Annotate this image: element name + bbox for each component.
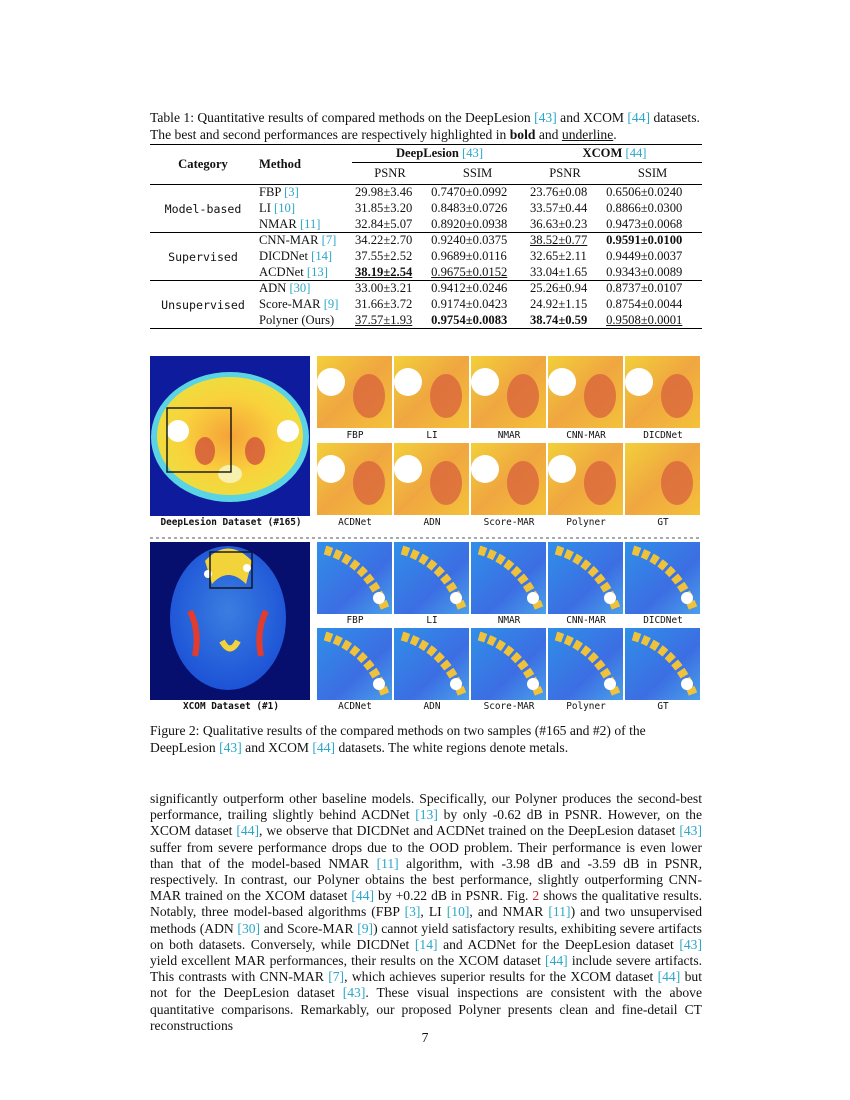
citation[interactable]: [44] bbox=[351, 888, 375, 904]
result-patch-score-mar bbox=[471, 443, 546, 515]
figure-reference[interactable]: 2 bbox=[532, 888, 540, 904]
value-cell: 31.66±3.72 bbox=[355, 297, 413, 311]
patch-label: LI bbox=[426, 615, 438, 626]
citation[interactable]: [30] bbox=[289, 281, 311, 296]
citation[interactable]: [13] bbox=[415, 807, 438, 823]
citation[interactable]: [11] bbox=[299, 216, 321, 231]
result-patch-cnn-mar bbox=[548, 542, 623, 614]
method-cell: NMAR [11] bbox=[259, 216, 321, 231]
citation[interactable]: [43] bbox=[342, 985, 366, 1001]
result-patch-cnn-mar bbox=[548, 356, 623, 428]
citation[interactable]: [13] bbox=[306, 264, 328, 279]
value-cell: 38.52±0.77 bbox=[529, 233, 588, 248]
header-psnr: PSNR bbox=[374, 166, 406, 180]
result-patch-li bbox=[394, 356, 469, 428]
citation[interactable]: [3] bbox=[284, 185, 299, 200]
result-patch-fbp bbox=[317, 356, 392, 428]
page-number: 7 bbox=[421, 1030, 429, 1045]
value-cell: 29.98±3.46 bbox=[355, 185, 413, 200]
value-cell: 0.7470±0.0992 bbox=[431, 185, 508, 200]
deeplesion-dataset-label: DeepLesion Dataset (#165) bbox=[160, 517, 302, 528]
patch-label: NMAR bbox=[497, 430, 521, 441]
value-cell: 36.63±0.23 bbox=[529, 216, 588, 231]
value-cell: 0.9473±0.0068 bbox=[606, 216, 683, 231]
patch-label: ACDNet bbox=[338, 517, 372, 528]
value-cell: 0.9508±0.0001 bbox=[606, 312, 683, 327]
value-cell: 0.6506±0.0240 bbox=[606, 185, 683, 200]
citation[interactable]: [9] bbox=[357, 920, 374, 936]
value-cell: 0.9449±0.0037 bbox=[606, 249, 683, 263]
table-row bbox=[150, 281, 702, 297]
patch-label: CNN-MAR bbox=[566, 430, 606, 441]
value-cell: 24.92±1.15 bbox=[529, 297, 588, 311]
result-patch-acdnet bbox=[317, 443, 392, 515]
value-cell: 0.9754±0.0083 bbox=[431, 312, 508, 327]
header-deeplesion: DeepLesion [43] bbox=[352, 145, 527, 163]
result-patch-dicdnet bbox=[625, 542, 700, 614]
result-patch-li bbox=[394, 542, 469, 614]
method-cell: LI [10] bbox=[259, 201, 296, 215]
citation[interactable]: [14] bbox=[414, 936, 438, 952]
citation[interactable]: [44] bbox=[312, 740, 336, 755]
method-cell: ADN [30] bbox=[259, 281, 311, 296]
value-cell: 0.9412±0.0246 bbox=[431, 281, 508, 296]
citation[interactable]: [44] bbox=[236, 823, 260, 839]
citation[interactable]: [11] bbox=[376, 855, 399, 871]
result-patch-fbp bbox=[317, 542, 392, 614]
result-patch-acdnet bbox=[317, 628, 392, 700]
header-ssim: SSIM bbox=[462, 166, 493, 180]
patch-label: GT bbox=[657, 701, 669, 712]
citation[interactable]: [3] bbox=[404, 904, 421, 920]
result-patch-nmar bbox=[471, 542, 546, 614]
figure-2 bbox=[150, 356, 702, 712]
value-cell: 31.85±3.20 bbox=[355, 201, 413, 215]
results-table bbox=[150, 144, 702, 329]
value-cell: 37.55±2.52 bbox=[355, 249, 413, 263]
method-cell: DICDNet [14] bbox=[259, 249, 333, 263]
citation[interactable]: [43] bbox=[679, 936, 702, 952]
value-cell: 23.76±0.08 bbox=[529, 185, 588, 200]
value-cell: 33.04±1.65 bbox=[529, 264, 588, 279]
citation[interactable]: [14] bbox=[311, 249, 333, 263]
method-cell: Polyner (Ours) bbox=[259, 312, 335, 327]
citation[interactable]: [10] bbox=[446, 904, 470, 920]
header-method: Method bbox=[256, 145, 352, 185]
patch-label: LI bbox=[426, 430, 438, 441]
result-patch-score-mar bbox=[471, 628, 546, 700]
method-cell: ACDNet [13] bbox=[259, 264, 328, 279]
patch-label: Score-MAR bbox=[483, 701, 535, 712]
citation[interactable]: [7] bbox=[328, 969, 345, 985]
citation[interactable]: [7] bbox=[321, 233, 337, 248]
patch-label: ADN bbox=[423, 517, 441, 528]
patch-label: FBP bbox=[346, 615, 364, 626]
result-patch-gt bbox=[625, 628, 700, 700]
result-patch-adn bbox=[394, 443, 469, 515]
value-cell: 38.74±0.59 bbox=[529, 312, 588, 327]
value-cell: 34.22±2.70 bbox=[355, 233, 413, 248]
value-cell: 32.65±2.11 bbox=[529, 249, 587, 263]
value-cell: 0.8866±0.0300 bbox=[606, 201, 683, 215]
citation[interactable]: [44] bbox=[545, 953, 568, 969]
patch-label: Polyner bbox=[566, 701, 606, 712]
value-cell: 38.19±2.54 bbox=[355, 264, 413, 279]
patch-label: CNN-MAR bbox=[566, 615, 606, 626]
header-psnr: PSNR bbox=[549, 166, 581, 180]
value-cell: 0.9675±0.0152 bbox=[431, 264, 508, 279]
citation[interactable]: [43] bbox=[679, 823, 702, 839]
patch-label: GT bbox=[657, 517, 669, 528]
result-patch-polyner bbox=[548, 443, 623, 515]
citation[interactable]: [43] bbox=[534, 110, 557, 125]
result-patch-adn bbox=[394, 628, 469, 700]
value-cell: 0.8737±0.0107 bbox=[606, 281, 683, 296]
citation[interactable]: [10] bbox=[274, 201, 296, 215]
category-cell: Unsupervised bbox=[161, 297, 245, 312]
value-cell: 0.8920±0.0938 bbox=[431, 216, 508, 231]
result-patch-polyner bbox=[548, 628, 623, 700]
value-cell: 25.26±0.94 bbox=[529, 281, 588, 296]
result-patch-dicdnet bbox=[625, 356, 700, 428]
patch-label: DICDNet bbox=[643, 430, 683, 441]
header-category: Category bbox=[150, 145, 256, 185]
body-paragraph: significantly outperform other baseline models. Specifically, our Polyner produces the second-best performance, trailing slightly behind ACDNet [13] by only -0.62 dB in PSNR. However, on the XCOM dataset [44], we observe that DICDNet and ACDNet trained on the DeepLesion dataset [43] suffer from severe performance drops due to the OOD problem. Their performance is even lower than that of the model-based NMAR [11] algorithm, with -3.98 dB and -3.59 dB in PSNR, respectively. In contrast, our Polyner obtains the best performance, slightly outperforming CNN-MAR trained on the XCOM dataset [44] by +0.22 dB in PSNR. Fig. 2 shows the qualitative results. Notably, three model-based algorithms (FBP [3], LI [10], and NMAR [11]) and two unsupervised methods (ADN [30] and Score-MAR [9]) cannot yield satisfactory results, exhibiting severe artifacts on both datasets. Conversely, while DICDNet [14] and ACDNet for the DeepLesion dataset [43] yield excellent MAR performances, their results on the XCOM dataset [44] include severe artifacts. This contrasts with CNN-MAR [7], which achieves superior results for the XCOM dataset [44] but not for the DeepLesion dataset [43]. These visual inspections are consistent with the above quantitative comparisons. Remarkably, our proposed Polyner presents clean and fine-detail CT reconstructions bbox=[150, 791, 703, 1033]
value-cell: 0.9689±0.0116 bbox=[431, 249, 507, 263]
category-cell: Supervised bbox=[168, 249, 238, 264]
figure-caption: Figure 2: Qualitative results of the compared methods on two samples (#165 and #2) of the DeepLesion [43] and XCOM [44] datasets. The white regions denote metals. bbox=[150, 723, 646, 755]
result-patch-gt bbox=[625, 443, 700, 515]
citation[interactable]: [44] bbox=[657, 969, 681, 985]
patch-label: NMAR bbox=[497, 615, 521, 626]
value-cell: 33.57±0.44 bbox=[529, 201, 588, 215]
category-cell: Model-based bbox=[164, 201, 242, 216]
value-cell: 0.8754±0.0044 bbox=[606, 297, 683, 311]
xcom-dataset-label: XCOM Dataset (#1) bbox=[183, 701, 279, 712]
table-caption: Table 1: Quantitative results of compared methods on the DeepLesion [43] and XCOM [44] datasets. The best and second performances are respectively highlighted in bold and underline. bbox=[150, 110, 700, 142]
patch-label: ACDNet bbox=[338, 701, 372, 712]
result-patch-nmar bbox=[471, 356, 546, 428]
header-ssim: SSIM bbox=[637, 166, 668, 180]
value-cell: 0.8483±0.0726 bbox=[431, 201, 508, 215]
value-cell: 0.9174±0.0423 bbox=[431, 297, 508, 311]
method-cell: Score-MAR [9] bbox=[259, 297, 339, 311]
patch-label: Polyner bbox=[566, 517, 606, 528]
citation[interactable]: [11] bbox=[548, 904, 571, 920]
citation[interactable]: [30] bbox=[237, 920, 261, 936]
patch-label: ADN bbox=[423, 701, 441, 712]
value-cell: 0.9240±0.0375 bbox=[431, 233, 508, 248]
value-cell: 0.9343±0.0089 bbox=[606, 264, 683, 279]
method-cell: CNN-MAR [7] bbox=[259, 233, 337, 248]
value-cell: 33.00±3.21 bbox=[355, 281, 413, 296]
header-xcom: XCOM [44] bbox=[527, 145, 702, 163]
value-cell: 32.84±5.07 bbox=[355, 216, 413, 231]
value-cell: 0.9591±0.0100 bbox=[606, 233, 683, 248]
method-cell: FBP [3] bbox=[259, 185, 299, 200]
patch-label: DICDNet bbox=[643, 615, 683, 626]
citation[interactable]: [43] bbox=[219, 740, 242, 755]
table-row bbox=[150, 233, 702, 249]
figure-graphics bbox=[150, 356, 702, 701]
citation[interactable]: [9] bbox=[323, 297, 339, 311]
patch-label: Score-MAR bbox=[483, 517, 535, 528]
table-row bbox=[150, 185, 702, 201]
value-cell: 37.57±1.93 bbox=[355, 312, 413, 327]
patch-label: FBP bbox=[346, 430, 364, 441]
citation[interactable]: [44] bbox=[627, 110, 651, 125]
